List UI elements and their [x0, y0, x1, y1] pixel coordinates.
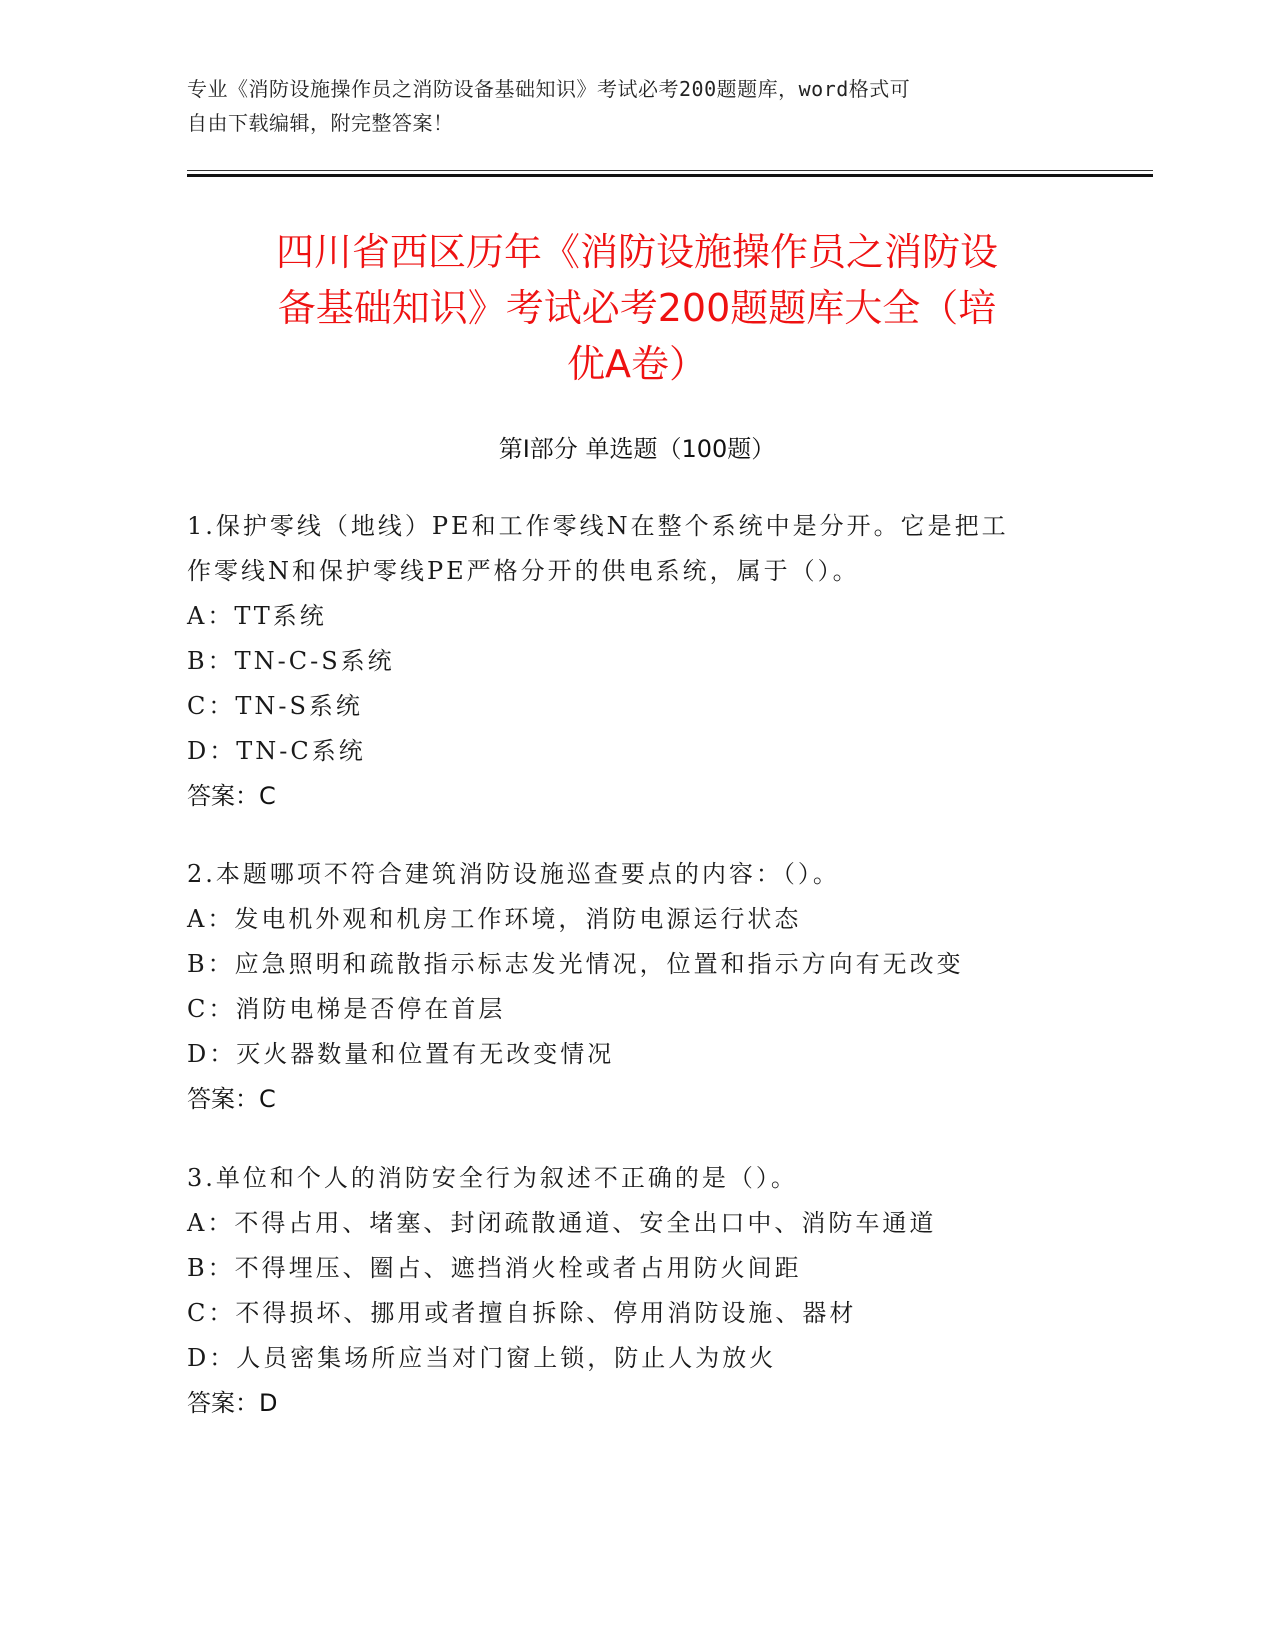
answer: 答案：C — [187, 1085, 276, 1113]
option-c: C：TN-S系统 — [187, 692, 363, 720]
option-d: D：TN-C系统 — [187, 737, 366, 765]
header-note-line: 专业《消防设施操作员之消防设备基础知识》考试必考200题题库，word格式可 — [187, 77, 911, 101]
question-stem: 作零线N和保护零线PE严格分开的供电系统，属于（）。 — [187, 557, 860, 585]
header-note-line: 自由下载编辑，附完整答案！ — [187, 111, 454, 135]
option-a: A：TT系统 — [187, 602, 327, 630]
question-3 — [187, 1156, 1087, 1426]
section-heading: 第Ⅰ部分 单选题（100题） — [498, 435, 776, 463]
option-d: D：人员密集场所应当对门窗上锁，防止人为放火 — [187, 1344, 777, 1372]
answer: 答案：C — [187, 782, 276, 810]
header-divider-thick — [187, 174, 1153, 177]
option-c: C：消防电梯是否停在首层 — [187, 995, 506, 1023]
option-b: B：应急照明和疏散指示标志发光情况，位置和指示方向有无改变 — [187, 950, 964, 978]
option-b: B：TN-C-S系统 — [187, 647, 395, 675]
option-b: B：不得埋压、圈占、遮挡消火栓或者占用防火间距 — [187, 1254, 802, 1282]
header-note — [187, 72, 1067, 140]
question-stem: 3.单位和个人的消防安全行为叙述不正确的是（）。 — [187, 1164, 798, 1192]
question-stem: 2.本题哪项不符合建筑消防设施巡查要点的内容：（）。 — [187, 860, 840, 888]
title-line: 备基础知识》考试必考200题题库大全（培 — [277, 286, 997, 330]
title-line: 优A卷） — [567, 342, 707, 386]
option-a: A：不得占用、堵塞、封闭疏散通道、安全出口中、消防车通道 — [187, 1209, 937, 1237]
document-title — [187, 224, 1087, 392]
question-2 — [187, 852, 1087, 1122]
option-a: A：发电机外观和机房工作环境，消防电源运行状态 — [187, 905, 802, 933]
option-d: D：灭火器数量和位置有无改变情况 — [187, 1040, 615, 1068]
answer: 答案：D — [187, 1389, 278, 1417]
title-line: 四川省西区历年《消防设施操作员之消防设 — [275, 230, 998, 274]
question-stem: 1.保护零线（地线）PE和工作零线N在整个系统中是分开。它是把工 — [187, 512, 1009, 540]
option-c: C：不得损坏、挪用或者擅自拆除、停用消防设施、器材 — [187, 1299, 857, 1327]
header-divider-thin — [187, 170, 1153, 171]
question-1 — [187, 504, 1087, 819]
